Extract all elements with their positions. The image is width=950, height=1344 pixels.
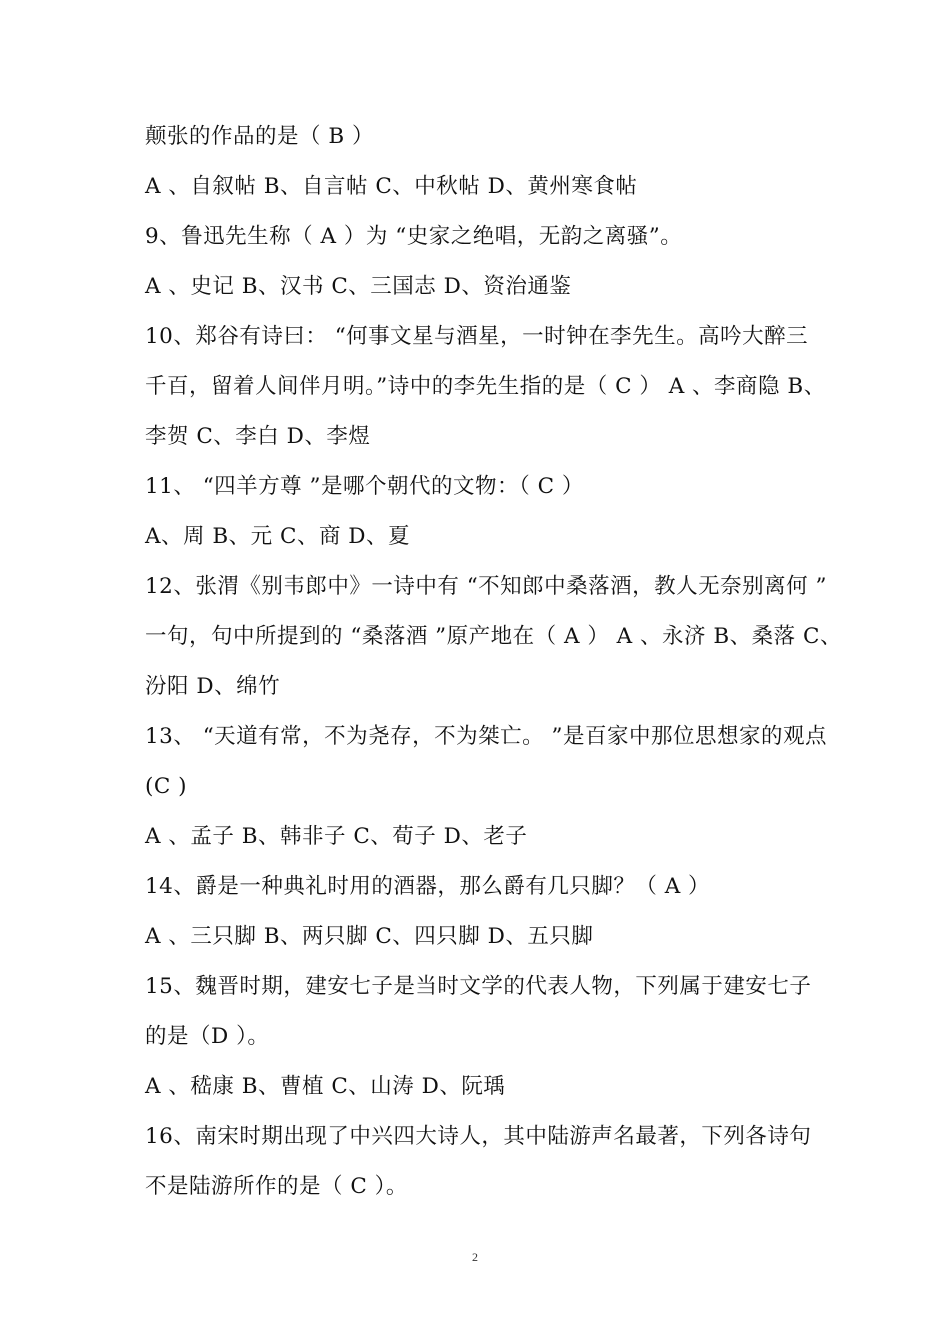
- text-line: 颠张的作品的是（ B ）: [145, 124, 374, 149]
- text-line: A 、自叙帖 B、自言帖 C、中秋帖 D、黄州寒食帖: [145, 174, 638, 199]
- document-body: [145, 112, 842, 1212]
- text-line: 李贺 C、李白 D、李煜: [145, 424, 371, 449]
- text-line: 12、张渭《别韦郎中》一诗中有 “不知郎中桑落酒，教人无奈别离何 ”: [145, 574, 828, 599]
- text-line: 10、郑谷有诗曰： “何事文星与酒星，一时钟在李先生。高吟大醉三: [145, 324, 809, 349]
- text-line: 11、 “四羊方尊 ”是哪个朝代的文物：（ C ）: [145, 474, 584, 499]
- text-line: 汾阳 D、绵竹: [145, 674, 281, 699]
- text-line: A、周 B、元 C、商 D、夏: [145, 524, 411, 549]
- text-line: A 、三只脚 B、两只脚 C、四只脚 D、五只脚: [145, 924, 594, 949]
- text-line: 不是陆游所作的是（ C ）。: [145, 1174, 408, 1199]
- text-line: 一句，句中所提到的 “桑落酒 ”原产地在（ A ） A 、永济 B、桑落 C、: [145, 624, 842, 649]
- text-line: (C ): [145, 774, 188, 799]
- text-line: 14、爵是一种典礼时用的酒器，那么爵有几只脚？（ A ）: [145, 874, 711, 899]
- text-line: 13、 “天道有常，不为尧存，不为桀亡。 ”是百家中那位思想家的观点: [145, 724, 828, 749]
- text-line: 千百，留着人间伴月明。”诗中的李先生指的是（ C ） A 、李商隐 B、: [145, 374, 826, 399]
- text-line: 15、魏晋时期，建安七子是当时文学的代表人物，下列属于建安七子: [145, 974, 812, 999]
- text-line: A 、嵇康 B、曹植 C、山涛 D、阮瑀: [145, 1074, 506, 1099]
- page-number: 2: [472, 1250, 478, 1264]
- text-line: A 、孟子 B、韩非子 C、荀子 D、老子: [145, 824, 528, 849]
- text-line: 的是（D ）。: [145, 1024, 270, 1049]
- text-line: A 、史记 B、汉书 C、三国志 D、资治通鉴: [145, 274, 572, 299]
- text-line: 16、南宋时期出现了中兴四大诗人，其中陆游声名最著，下列各诗句: [145, 1124, 812, 1149]
- text-line: 9、鲁迅先生称（ A ）为 “史家之绝唱，无韵之离骚”。: [145, 224, 683, 249]
